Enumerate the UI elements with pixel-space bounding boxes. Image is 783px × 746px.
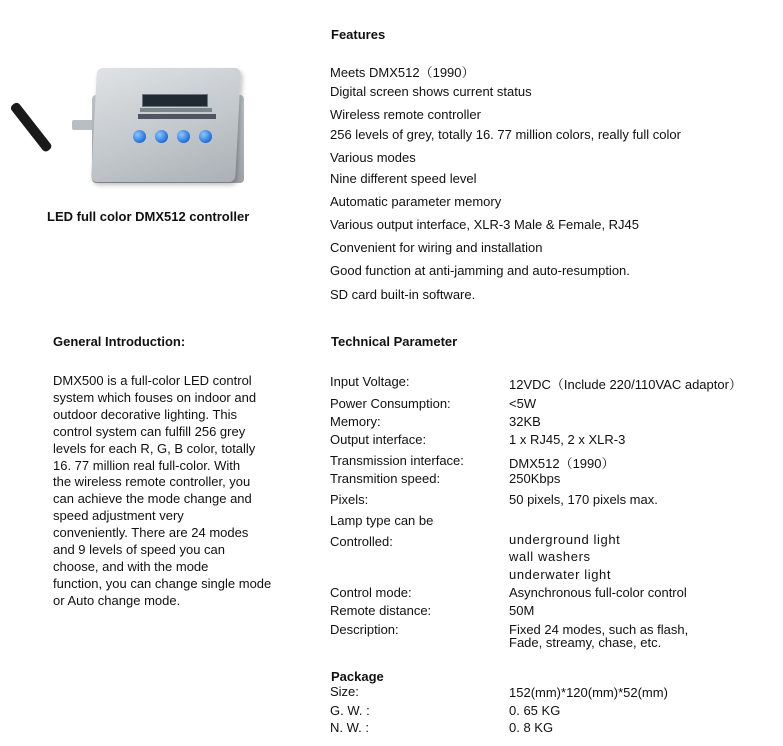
- device-body: [91, 68, 241, 182]
- param-label-input-voltage: Input Voltage:: [330, 374, 410, 389]
- param-value-transmission-interface: DMX512（1990）: [509, 456, 615, 471]
- package-value-nw: 0. 8 KG: [509, 720, 554, 735]
- param-value-power: <5W: [509, 396, 537, 411]
- features-heading: Features: [331, 27, 386, 42]
- paragraph-line: the wireless remote controller, you: [53, 474, 251, 490]
- product-caption: LED full color DMX512 controller: [47, 209, 250, 224]
- package-label-gw: G. W. :: [330, 703, 370, 718]
- paragraph-line: function, you can change single mode: [53, 575, 272, 591]
- package-label-nw: N. W. :: [330, 720, 369, 735]
- feature-item: Automatic parameter memory: [330, 194, 502, 209]
- paragraph-line: levels for each R, G, B color, totally: [53, 440, 256, 456]
- package-label-size: Size:: [330, 684, 359, 699]
- paragraph-line: choose, and with the mode: [53, 558, 209, 574]
- device-button: [199, 130, 212, 143]
- paragraph-line: outdoor decorative lighting. This: [53, 406, 238, 422]
- device-button: [177, 130, 190, 143]
- technical-heading: Technical Parameter: [331, 334, 458, 349]
- param-value-remote-distance: 50M: [509, 603, 535, 618]
- feature-item: Meets DMX512（1990）: [330, 65, 475, 80]
- feature-item: Various modes: [330, 150, 416, 165]
- param-label-remote-distance: Remote distance:: [330, 603, 432, 618]
- feature-item: Wireless remote controller: [330, 107, 481, 122]
- feature-item: 256 levels of grey, totally 16. 77 million colors, really full color: [330, 127, 681, 142]
- param-value-output: 1 x RJ45, 2 x XLR-3: [509, 432, 626, 447]
- param-value-lamp: wall washers: [509, 549, 591, 564]
- param-label-description: Description:: [330, 622, 399, 637]
- param-label-memory: Memory:: [330, 414, 381, 429]
- antenna: [9, 101, 53, 153]
- paragraph-line: speed adjustment very: [53, 508, 184, 524]
- param-value-description: Fade, streamy, chase, etc.: [509, 635, 662, 650]
- param-value-input-voltage: 12VDC（Include 220/110VAC adaptor）: [509, 377, 742, 392]
- feature-item: SD card built-in software.: [330, 287, 476, 302]
- device-label-plate: [138, 114, 216, 119]
- param-label-power: Power Consumption:: [330, 396, 451, 411]
- param-label-controlled: Controlled:: [330, 534, 393, 549]
- general-paragraph: [53, 373, 303, 610]
- param-value-description: Fixed 24 modes, such as flash,: [509, 622, 689, 637]
- param-value-pixels: 50 pixels, 170 pixels max.: [509, 492, 658, 507]
- paragraph-line: control system can fulfill 256 grey: [53, 423, 246, 439]
- param-label-transmission-interface: Transmission interface:: [330, 453, 464, 468]
- param-value-lamp: underwater light: [509, 567, 612, 582]
- param-value-control-mode: Asynchronous full-color control: [509, 585, 687, 600]
- param-label-output: Output interface:: [330, 432, 427, 447]
- param-value-memory: 32KB: [509, 414, 541, 429]
- paragraph-line: system which fouses on indoor and: [53, 389, 257, 405]
- paragraph-line: conveniently. There are 24 modes: [53, 525, 249, 541]
- paragraph-line: and 9 levels of speed you can: [53, 542, 226, 558]
- param-label-transmission-speed: Transmition speed:: [330, 471, 441, 486]
- paragraph-line: 16. 77 million real full-color. With: [53, 457, 241, 473]
- package-value-size: 152(mm)*120(mm)*52(mm): [509, 685, 668, 700]
- param-value-transmission-speed: 250Kbps: [509, 471, 561, 486]
- param-value-lamp: underground light: [509, 532, 621, 547]
- param-label-pixels: Pixels:: [330, 492, 369, 507]
- device-button: [133, 130, 146, 143]
- feature-item: Various output interface, XLR-3 Male & Female, RJ45: [330, 217, 640, 232]
- paragraph-line: or Auto change mode.: [53, 592, 181, 608]
- device-button: [155, 130, 168, 143]
- feature-item: Good function at anti-jamming and auto-resumption.: [330, 263, 630, 278]
- device-brand-plate: [140, 108, 212, 112]
- device-lcd-screen: [142, 94, 208, 107]
- general-heading: General Introduction:: [53, 334, 186, 349]
- paragraph-line: can achieve the mode change and: [53, 491, 252, 507]
- package-heading: Package: [331, 669, 384, 684]
- feature-item: Convenient for wiring and installation: [330, 240, 543, 255]
- param-label-lamp-type: Lamp type can be: [330, 513, 434, 528]
- feature-item: Digital screen shows current status: [330, 84, 532, 99]
- feature-item: Nine different speed level: [330, 171, 477, 186]
- param-label-control-mode: Control mode:: [330, 585, 412, 600]
- paragraph-line: DMX500 is a full-color LED control: [53, 373, 252, 388]
- package-value-gw: 0. 65 KG: [509, 703, 561, 718]
